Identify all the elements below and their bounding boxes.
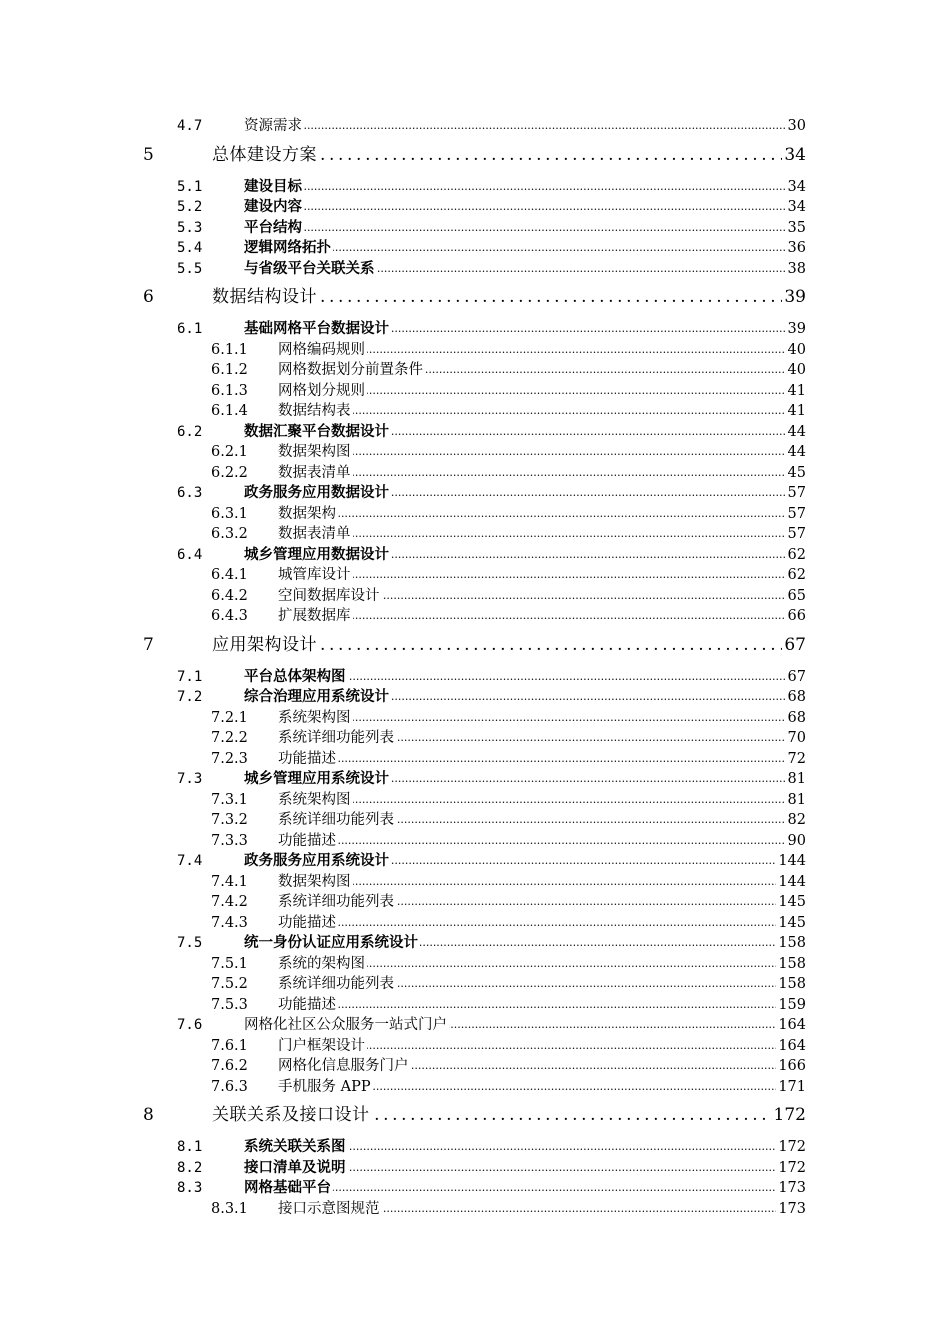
toc-entry-title: 系统关联关系图 [244,1138,346,1155]
toc-entry-number: 7.6 [177,1017,203,1033]
toc-entry[interactable] [0,933,950,953]
toc-entry-page: 171 [778,1078,806,1095]
toc-entry-title: 城管库设计 [278,567,351,583]
toc-entry-title: 网格化社区公众服务一站式门户 [244,1017,447,1033]
toc-entry-page: 164 [778,1037,806,1054]
toc-entry-number: 6.1 [177,321,203,337]
toc-entry-page: 158 [778,976,806,992]
toc-entry-title: 数据架构图 [278,873,351,890]
toc-entry-title: 数据表清单 [278,464,351,481]
toc-entry-page: 44 [787,444,806,460]
toc-entry-number: 6.4.2 [211,587,248,604]
toc-entry[interactable] [0,667,950,687]
toc-entry[interactable] [0,504,950,524]
toc-entry-page: 57 [787,526,806,542]
toc-entry-title: 数据表清单 [278,526,351,542]
toc-entry-title: 数据汇聚平台数据设计 [244,422,389,440]
toc-entry-number: 5.5 [177,260,203,277]
toc-entry-title: 总体建设方案 [212,142,319,168]
toc-entry-number: 8 [143,1105,154,1125]
toc-entry[interactable] [0,1137,950,1157]
toc-entry[interactable] [0,401,950,421]
toc-entry-number: 7.5.2 [211,976,248,992]
toc-entry-number: 7.3.3 [211,832,248,849]
toc-entry-number: 7.6.2 [211,1058,248,1074]
toc-entry-number: 8.2 [177,1159,203,1176]
toc-leader-dots [278,504,790,524]
toc-entry-page: 41 [787,382,806,399]
toc-entry-number: 4.7 [177,118,203,134]
toc-leader-dots [244,197,790,217]
toc-entry[interactable] [0,995,950,1015]
toc-entry-number: 5.4 [177,240,203,256]
toc-entry-page: 36 [787,240,806,256]
toc-entry-page: 144 [778,873,806,890]
toc-entry-page: 57 [787,505,806,522]
toc-entry-page: 145 [778,894,806,910]
toc-entry-number: 8.3.1 [211,1200,248,1217]
toc-entry-title: 系统详细功能列表 [278,976,394,992]
toc-entry[interactable] [0,483,950,503]
toc-entry[interactable] [0,687,950,707]
toc-leader-dots [278,749,790,769]
toc-entry-page: 34 [787,199,806,215]
toc-entry-page: 40 [787,341,806,358]
toc-entry-title: 统一身份认证应用系统设计 [244,934,418,951]
toc-leader-dots [278,606,790,626]
toc-entry-number: 6.1.2 [211,362,248,378]
toc-entry[interactable] [0,381,950,401]
toc-leader-dots [278,524,790,544]
toc-entry[interactable] [0,1199,950,1219]
toc-entry-page: 173 [778,1200,806,1217]
toc-entry-page: 144 [778,853,806,869]
toc-entry-number: 8.1 [177,1139,203,1155]
toc-entry[interactable] [0,1015,950,1035]
toc-entry-page: 65 [787,587,806,604]
toc-entry-number: 6.3.1 [211,505,248,522]
toc-entry-title: 城乡管理应用系统设计 [244,770,389,787]
toc-entry-page: 66 [787,608,806,624]
toc-entry-number: 6.1.3 [211,382,248,399]
toc-entry-number: 7.6.1 [211,1037,248,1054]
toc-entry[interactable] [0,1158,950,1178]
toc-entry[interactable] [0,851,950,871]
toc-entry-number: 6.2 [177,423,203,440]
toc-entry-title: 数据结构设计 [212,284,319,310]
toc-entry-page: 70 [787,730,806,746]
toc-entry-number: 6.2.2 [211,464,248,481]
toc-entry-page: 68 [787,689,806,705]
toc-entry[interactable] [0,632,950,658]
toc-entry[interactable] [0,142,950,168]
toc-entry-page: 68 [787,709,806,726]
toc-entry[interactable] [0,116,950,136]
toc-entry-page: 81 [787,791,806,808]
toc-entry[interactable] [0,728,950,748]
toc-entry-number: 7.3.2 [211,812,248,828]
toc-entry[interactable] [0,749,950,769]
toc-entry[interactable] [0,1102,950,1128]
toc-entry[interactable] [0,360,950,380]
toc-entry[interactable] [0,831,950,851]
toc-entry-page: 159 [778,996,806,1013]
toc-entry-number: 6.4.3 [211,608,248,624]
toc-entry-page: 158 [778,955,806,972]
toc-entry[interactable] [0,545,950,565]
toc-leader-dots [278,463,790,483]
toc-entry-page: 45 [787,464,806,481]
toc-entry-title: 数据结构表 [278,403,351,419]
toc-entry-page: 41 [787,403,806,419]
toc-entry-title: 网格数据划分前置条件 [278,362,423,378]
toc-entry-page: 145 [778,914,806,931]
toc-leader-dots [278,790,790,810]
toc-entry[interactable] [0,442,950,462]
toc-entry-page: 172 [772,1102,806,1128]
toc-entry-title: 平台结构 [244,218,302,236]
toc-entry[interactable] [0,463,950,483]
toc-entry[interactable] [0,974,950,994]
toc-entry-title: 接口清单及说明 [244,1158,346,1176]
toc-entry-number: 7.5 [177,935,203,951]
toc-entry-number: 7.1 [177,668,203,685]
toc-entry-number: 7.4.2 [211,894,248,910]
toc-leader-dots [278,995,790,1015]
toc-entry-title: 基础网格平台数据设计 [244,320,389,337]
toc-entry[interactable] [0,1178,950,1198]
toc-entry-title: 数据架构 [278,505,336,522]
toc-entry-page: 166 [778,1058,806,1074]
toc-entry-number: 5 [143,144,154,165]
toc-entry-number: 6.4 [177,546,203,563]
toc-entry-title: 应用架构设计 [212,632,319,658]
toc-entry[interactable] [0,1077,950,1097]
toc-leader-dots [244,218,790,238]
toc-entry-page: 34 [787,178,806,195]
toc-entry-number: 7.2.2 [211,730,248,746]
toc-entry-page: 90 [787,832,806,849]
toc-entry[interactable] [0,422,950,442]
toc-entry-title: 手机服务 APP [278,1078,371,1095]
toc-entry-title: 接口示意图规范 [278,1200,380,1217]
toc-entry-page: 62 [787,567,806,583]
toc-entry[interactable] [0,913,950,933]
toc-entry-page: 39 [787,321,806,337]
toc-leader-dots [244,116,790,136]
toc-entry-title: 功能描述 [278,832,336,849]
toc-entry-page: 67 [787,668,806,685]
toc-entry[interactable] [0,1056,950,1076]
toc-entry-title: 资源需求 [244,118,302,134]
toc-entry-page: 40 [787,362,806,378]
toc-entry-title: 城乡管理应用数据设计 [244,545,389,563]
toc-entry-number: 7 [143,634,154,655]
toc-entry-title: 网格编码规则 [278,341,365,358]
toc-entry-page: 164 [778,1017,806,1033]
toc-entry-number: 6.1.4 [211,403,248,419]
toc-entry-title: 平台总体架构图 [244,667,346,685]
toc-entry-number: 5.3 [177,219,203,236]
toc-entry[interactable] [0,565,950,585]
toc-entry-title: 系统架构图 [278,791,351,808]
toc-entry-title: 空间数据库设计 [278,587,380,604]
toc-entry-page: 44 [787,423,806,440]
toc-entry-title: 逻辑网络拓扑 [244,239,331,256]
toc-entry-number: 7.2.3 [211,750,248,767]
toc-entry-number: 8.3 [177,1180,203,1196]
toc-entry-number: 6.2.1 [211,444,248,460]
toc-entry-number: 6.3.2 [211,526,248,542]
toc-leader-dots [244,177,790,197]
toc-entry-number: 7.5.1 [211,955,248,972]
toc-entry[interactable] [0,872,950,892]
toc-entry-number: 7.3.1 [211,791,248,808]
toc-entry-number: 5.1 [177,178,203,195]
toc-entry-title: 综合治理应用系统设计 [244,688,389,705]
toc-entry-title: 系统详细功能列表 [278,812,394,828]
toc-entry-title: 系统架构图 [278,709,351,726]
toc-entry-page: 158 [778,935,806,951]
toc-entry-page: 30 [787,118,806,134]
toc-entry-number: 7.4.1 [211,873,248,890]
toc-entry[interactable] [0,586,950,606]
toc-entry-title: 网格基础平台 [244,1179,331,1196]
toc-entry-number: 5.2 [177,199,203,215]
toc-entry-title: 建设目标 [244,177,302,195]
toc-entry-page: 172 [778,1139,806,1155]
toc-entry[interactable] [0,284,950,310]
toc-entry[interactable] [0,177,950,197]
toc-entry-title: 系统详细功能列表 [278,730,394,746]
toc-entry-title: 系统的架构图 [278,955,365,972]
toc-entry-number: 7.5.3 [211,996,248,1013]
toc-entry-number: 7.6.3 [211,1078,248,1095]
toc-entry-page: 38 [787,260,806,277]
toc-entry-page: 82 [787,812,806,828]
toc-entry-page: 172 [778,1159,806,1176]
toc-entry-title: 功能描述 [278,914,336,931]
toc-entry-number: 6.3 [177,485,203,501]
toc-entry[interactable] [0,340,950,360]
toc-entry-title: 网格化信息服务门户 [278,1058,409,1074]
toc-entry-number: 6.1.1 [211,341,248,358]
toc-leader-dots [278,442,790,462]
toc-leader-dots [278,708,790,728]
toc-entry-page: 81 [787,771,806,787]
toc-entry[interactable] [0,769,950,789]
toc-entry[interactable] [0,319,950,339]
toc-entry-title: 功能描述 [278,996,336,1013]
toc-entry-page: 57 [787,485,806,501]
toc-entry-title: 系统详细功能列表 [278,894,394,910]
toc-entry-page: 67 [782,632,806,658]
toc-entry-page: 35 [787,219,806,236]
toc-entry-title: 关联关系及接口设计 [212,1102,372,1128]
toc-entry[interactable] [0,259,950,279]
toc-entry[interactable] [0,1036,950,1056]
toc-entry-title: 数据架构图 [278,444,351,460]
toc-leader-dots [278,872,790,892]
toc-entry-title: 与省级平台关联关系 [244,259,375,277]
toc-entry-number: 6.4.1 [211,567,248,583]
toc-leader-dots [278,831,790,851]
toc-entry-number: 7.2.1 [211,709,248,726]
toc-entry[interactable] [0,197,950,217]
toc-leader-dots [278,401,790,421]
toc-entry-number: 7.3 [177,771,203,787]
toc-entry-title: 建设内容 [244,198,302,215]
toc-entry[interactable] [0,524,950,544]
toc-entry[interactable] [0,606,950,626]
toc-entry-title: 功能描述 [278,750,336,767]
toc-entry[interactable] [0,954,950,974]
toc-entry-title: 政务服务应用数据设计 [244,484,389,501]
toc-entry-title: 政务服务应用系统设计 [244,852,389,869]
toc-entry-title: 扩展数据库 [278,608,351,624]
toc-entry[interactable] [0,218,950,238]
toc-entry[interactable] [0,238,950,258]
toc-entry[interactable] [0,892,950,912]
toc-entry-number: 6 [143,287,154,307]
toc-entry-page: 72 [787,750,806,767]
toc-entry-page: 62 [787,546,806,563]
toc-entry-page: 173 [778,1180,806,1196]
toc-entry-title: 网格划分规则 [278,382,365,399]
toc-entry[interactable] [0,708,950,728]
toc-leader-dots [278,565,790,585]
toc-entry-title: 门户框架设计 [278,1037,365,1054]
toc-entry-number: 7.2 [177,689,203,705]
toc-entry-number: 7.4 [177,853,203,869]
toc-entry-page: 34 [782,142,806,168]
toc-entry[interactable] [0,810,950,830]
toc-entry-page: 39 [782,284,806,310]
toc-entry[interactable] [0,790,950,810]
toc-leader-dots [278,913,790,933]
toc-entry-number: 7.4.3 [211,914,248,931]
